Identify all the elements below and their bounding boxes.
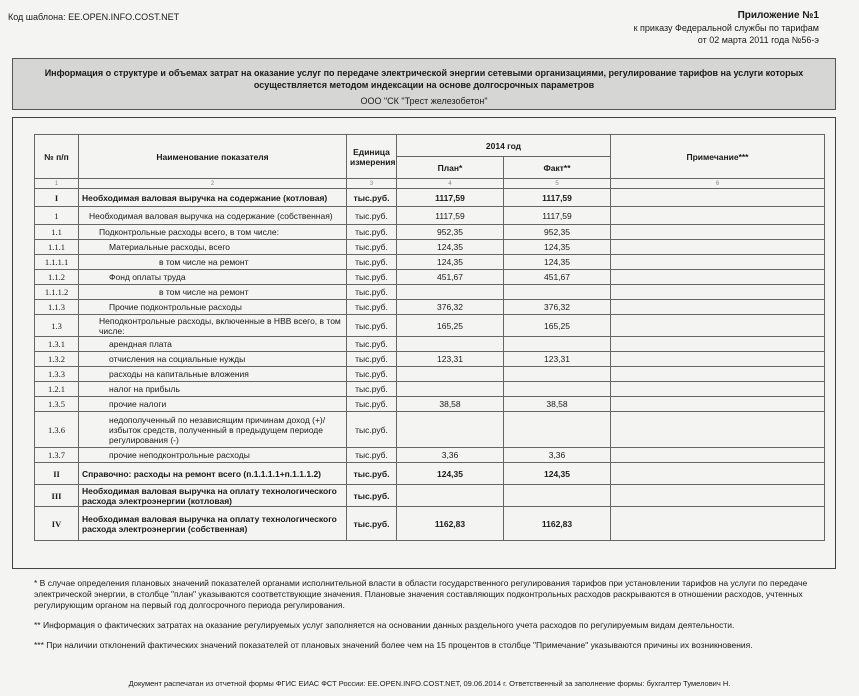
row-plan-value: 1117,59 <box>397 207 504 225</box>
row-note <box>611 485 825 507</box>
row-fact-value: 123,31 <box>504 352 611 367</box>
row-fact-value <box>504 285 611 300</box>
row-name: в том числе на ремонт <box>79 285 347 300</box>
row-plan-value: 165,25 <box>397 315 504 337</box>
row-name: прочие неподконтрольные расходы <box>79 448 347 463</box>
table-row <box>35 189 825 207</box>
row-unit: тыс.руб. <box>347 207 397 225</box>
row-number: 1.1.2 <box>35 270 79 285</box>
row-fact-value: 124,35 <box>504 255 611 270</box>
row-fact-value: 451,67 <box>504 270 611 285</box>
row-note <box>611 240 825 255</box>
row-note <box>611 382 825 397</box>
print-footer: Документ распечатан из отчетной формы ФГИС ЕИАС ФСТ России: EE.OPEN.INFO.COST.NET, 09.06.2014 г. Ответственный за заполнение формы: бухгалтер Тумелович Н. <box>128 679 731 688</box>
row-number: 1.1.1.2 <box>35 285 79 300</box>
row-plan-value: 451,67 <box>397 270 504 285</box>
row-plan-value: 3,36 <box>397 448 504 463</box>
row-note <box>611 285 825 300</box>
row-fact-value: 38,58 <box>504 397 611 412</box>
row-note <box>611 270 825 285</box>
table-row <box>35 207 825 225</box>
footnote-fact: ** Информация о фактических затратах на оказание регулируемых услуг заполняется на основании данных раздельного учета расходов по регулируемым видам деятельности. <box>34 620 735 630</box>
index-cell: 6 <box>611 179 825 189</box>
table-row <box>35 285 825 300</box>
header-note: Примечание*** <box>611 135 825 179</box>
row-fact-value <box>504 485 611 507</box>
row-name: Необходимая валовая выручка на содержание (собственная) <box>79 207 347 225</box>
index-cell: 4 <box>397 179 504 189</box>
header-fact: Факт** <box>504 157 611 179</box>
row-number: 1.1 <box>35 225 79 240</box>
row-note <box>611 189 825 207</box>
row-note <box>611 507 825 541</box>
row-name: Необходимая валовая выручка на оплату технологического расхода электроэнергии (котловая) <box>79 485 347 507</box>
row-note <box>611 448 825 463</box>
row-fact-value: 124,35 <box>504 463 611 485</box>
row-name: прочие налоги <box>79 397 347 412</box>
organization-name: ООО "СК "Трест железобетон" <box>360 96 488 106</box>
index-cell: 3 <box>347 179 397 189</box>
row-note <box>611 300 825 315</box>
title-box <box>12 58 836 110</box>
table-row <box>35 225 825 240</box>
table-row <box>35 485 825 507</box>
row-name: Необходимая валовая выручка на оплату технологического расхода электроэнергии (собственная) <box>79 507 347 541</box>
table-row <box>35 382 825 397</box>
row-unit: тыс.руб. <box>347 240 397 255</box>
row-number: 1.1.3 <box>35 300 79 315</box>
row-plan-value: 1117,59 <box>397 189 504 207</box>
row-number: II <box>35 463 79 485</box>
row-unit: тыс.руб. <box>347 255 397 270</box>
row-number: III <box>35 485 79 507</box>
row-unit: тыс.руб. <box>347 412 397 448</box>
row-name: Материальные расходы, всего <box>79 240 347 255</box>
footnote-note: *** При наличии отклонений фактических значений показателей от плановых значений более чем на 15 процентов в столбце "Примечание" указываются причины их возникновения. <box>34 640 753 650</box>
row-number: 1.2.1 <box>35 382 79 397</box>
row-plan-value <box>397 337 504 352</box>
template-code: Код шаблона: EE.OPEN.INFO.COST.NET <box>8 12 180 22</box>
row-name: Прочие подконтрольные расходы <box>79 300 347 315</box>
row-plan-value: 952,35 <box>397 225 504 240</box>
row-unit: тыс.руб. <box>347 315 397 337</box>
order-line-1: к приказу Федеральной службы по тарифам <box>633 23 819 33</box>
row-unit: тыс.руб. <box>347 337 397 352</box>
row-fact-value: 3,36 <box>504 448 611 463</box>
row-unit: тыс.руб. <box>347 507 397 541</box>
row-number: 1.3.3 <box>35 367 79 382</box>
table-row <box>35 397 825 412</box>
row-name: Необходимая валовая выручка на содержание (котловая) <box>79 189 347 207</box>
row-number: 1 <box>35 207 79 225</box>
row-plan-value <box>397 382 504 397</box>
row-plan-value <box>397 485 504 507</box>
row-fact-value: 1162,83 <box>504 507 611 541</box>
row-name: расходы на капитальные вложения <box>79 367 347 382</box>
row-number: 1.1.1 <box>35 240 79 255</box>
table-row <box>35 270 825 285</box>
row-fact-value: 165,25 <box>504 315 611 337</box>
cost-table <box>34 134 825 541</box>
table-row <box>35 367 825 382</box>
table-row <box>35 315 825 337</box>
row-note <box>611 337 825 352</box>
row-note <box>611 397 825 412</box>
row-unit: тыс.руб. <box>347 270 397 285</box>
row-number: IV <box>35 507 79 541</box>
row-name: Фонд оплаты труда <box>79 270 347 285</box>
row-name: в том числе на ремонт <box>79 255 347 270</box>
footnote-plan: * В случае определения плановых значений показателей органами исполнительной власти в области государственного регулирования тарифов при установлении тарифов на услуги по передаче электрической энергии, в столбце "план" указываются соответствующие значения. Плановые значения составляющих подконтрольных расходов раскрываются в отношении расходов, учтенных регулирующим органом на первый год долгосрочного периода регулирования. <box>34 578 808 610</box>
table-row <box>35 255 825 270</box>
row-unit: тыс.руб. <box>347 225 397 240</box>
row-unit: тыс.руб. <box>347 463 397 485</box>
row-plan-value: 376,32 <box>397 300 504 315</box>
row-name: налог на прибыль <box>79 382 347 397</box>
row-number: 1.3.7 <box>35 448 79 463</box>
table-row <box>35 448 825 463</box>
order-reference <box>634 10 819 46</box>
row-note <box>611 207 825 225</box>
table-row <box>35 463 825 485</box>
row-name: арендная плата <box>79 337 347 352</box>
row-plan-value: 1162,83 <box>397 507 504 541</box>
index-cell: 2 <box>79 179 347 189</box>
row-unit: тыс.руб. <box>347 352 397 367</box>
document-title: Информация о структуре и объемах затрат на оказание услуг по передаче электрической энергии сетевыми организациями, регулирование тарифов на услуги которых осуществляется методом индексации на основе долгосрочных параметров <box>44 68 804 90</box>
row-name: Подконтрольные расходы всего, в том числе: <box>79 225 347 240</box>
row-fact-value: 1117,59 <box>504 189 611 207</box>
row-note <box>611 255 825 270</box>
header-name: Наименование показателя <box>79 135 347 179</box>
row-fact-value: 1117,59 <box>504 207 611 225</box>
row-number: 1.3.6 <box>35 412 79 448</box>
footnotes <box>34 578 824 660</box>
header-plan: План* <box>397 157 504 179</box>
row-note <box>611 412 825 448</box>
header-num: № п/п <box>35 135 79 179</box>
row-number: 1.3.1 <box>35 337 79 352</box>
row-name: недополученный по независящим причинам доход (+)/избыток средств, полученный в предыдущем периоде регулирования (-) <box>79 412 347 448</box>
row-fact-value: 376,32 <box>504 300 611 315</box>
index-cell: 1 <box>35 179 79 189</box>
row-fact-value: 952,35 <box>504 225 611 240</box>
row-plan-value: 124,35 <box>397 463 504 485</box>
header-unit: Единица измерения <box>347 135 397 179</box>
row-unit: тыс.руб. <box>347 397 397 412</box>
row-note <box>611 225 825 240</box>
header-year: 2014 год <box>397 135 611 157</box>
row-note <box>611 367 825 382</box>
row-unit: тыс.руб. <box>347 300 397 315</box>
table-row <box>35 300 825 315</box>
row-number: 1.1.1.1 <box>35 255 79 270</box>
row-plan-value <box>397 285 504 300</box>
row-unit: тыс.руб. <box>347 285 397 300</box>
row-plan-value: 124,35 <box>397 240 504 255</box>
table-row <box>35 507 825 541</box>
row-number: I <box>35 189 79 207</box>
table-row <box>35 337 825 352</box>
row-unit: тыс.руб. <box>347 485 397 507</box>
row-plan-value <box>397 412 504 448</box>
row-plan-value <box>397 367 504 382</box>
row-name: отчисления на социальные нужды <box>79 352 347 367</box>
row-fact-value: 124,35 <box>504 240 611 255</box>
row-number: 1.3.2 <box>35 352 79 367</box>
row-number: 1.3.5 <box>35 397 79 412</box>
row-plan-value: 38,58 <box>397 397 504 412</box>
row-unit: тыс.руб. <box>347 367 397 382</box>
row-name: Неподконтрольные расходы, включенные в НВВ всего, в том числе: <box>79 315 347 337</box>
row-unit: тыс.руб. <box>347 189 397 207</box>
row-note <box>611 315 825 337</box>
appendix-label: Приложение №1 <box>737 10 819 21</box>
row-plan-value: 124,35 <box>397 255 504 270</box>
table-row <box>35 412 825 448</box>
row-fact-value <box>504 382 611 397</box>
row-number: 1.3 <box>35 315 79 337</box>
table-row <box>35 352 825 367</box>
row-note <box>611 463 825 485</box>
row-plan-value: 123,31 <box>397 352 504 367</box>
table-row <box>35 240 825 255</box>
order-line-2: от 02 марта 2011 года №56-э <box>697 35 819 45</box>
row-unit: тыс.руб. <box>347 382 397 397</box>
index-cell: 5 <box>504 179 611 189</box>
row-fact-value <box>504 412 611 448</box>
row-unit: тыс.руб. <box>347 448 397 463</box>
row-fact-value <box>504 337 611 352</box>
row-note <box>611 352 825 367</box>
row-fact-value <box>504 367 611 382</box>
row-name: Справочно: расходы на ремонт всего (п.1.1.1.1+п.1.1.1.2) <box>79 463 347 485</box>
